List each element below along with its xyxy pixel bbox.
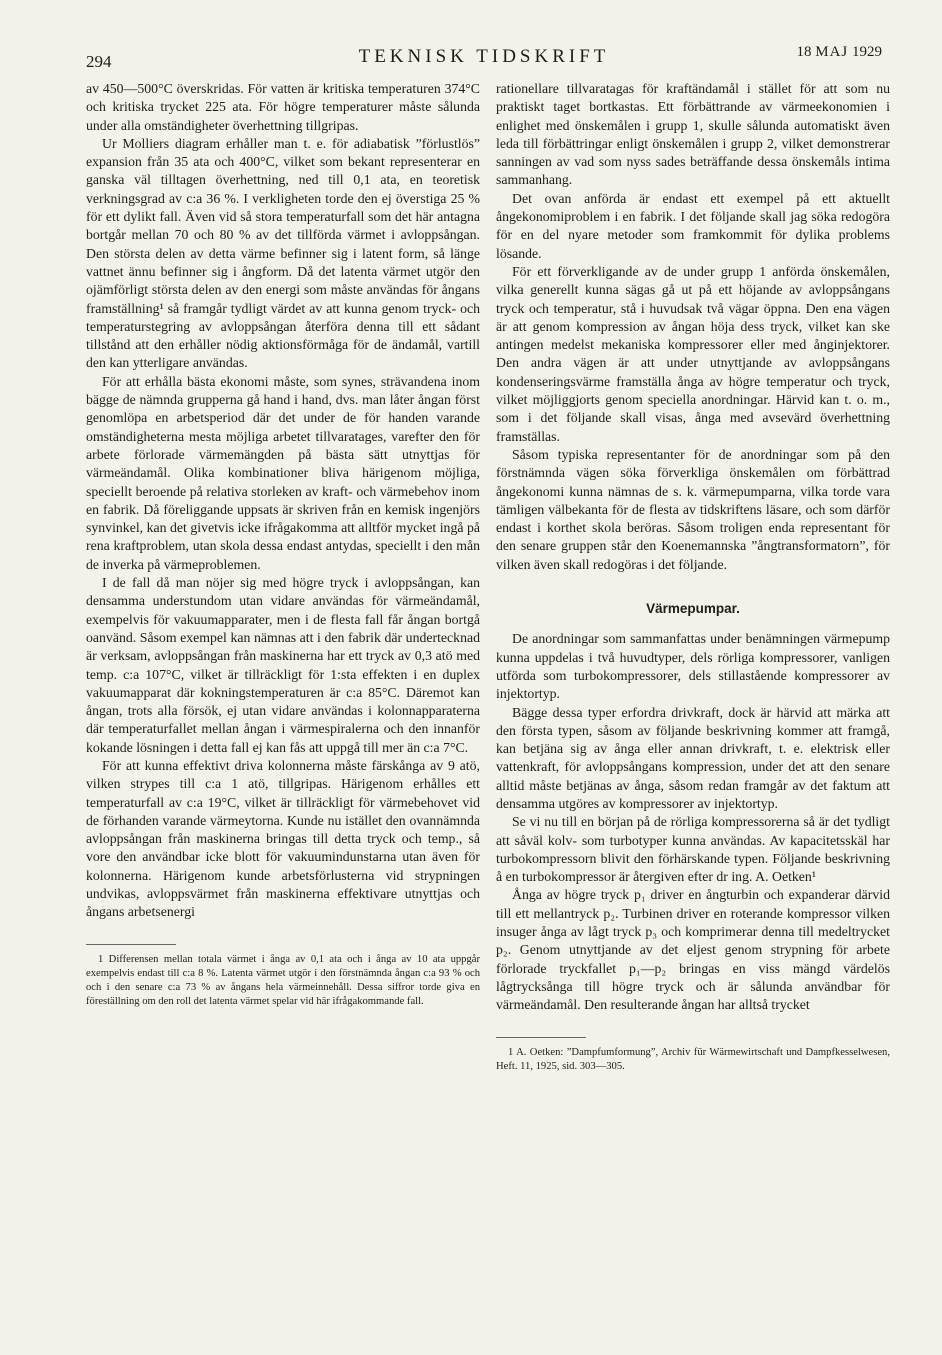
paragraph: För ett förverkligande av de under grupp 1 anförda önskemålen, vilka generellt kunna sägas gå ut på ett höjande av avloppsångans tryck och temperatur, stå i huvudsak två vägar öppna. Den ena vägen är att genom kompression av ångan höja dess tryck, vilket kan ske antingen medelst mekaniska kompressorer eller med ånginjektorer. Den andra vägen är att under utnyttjande av avloppsångans kondenseringsvärme framställa ånga av högre temperatur och tryck, vilket möjliggjorts genom speciella anordningar. Härvid kan t. o. m., som i det följande skall visas, ånga med avsevärd överhettning framställas. [496,263,890,444]
footnote: 1 A. Oetken: ”Dampfumformung”, Archiv für Wärmewirtschaft und Dampfkesselwesen, Heft. 11, 1925, sid. 303—305. [496,1046,890,1072]
paragraph: Ånga av högre tryck p₁ driver en ångturbin och expanderar därvid till ett mellantryck p₂. Turbinen driver en roterande kompressor vilken insuger ånga av lågt tryck p₃ och komprimerar denna till medeltrycket p₂. Genom utnyttjande av det eljest genom strypning för arbete förlorade tryckfallet p₁—p₂ bringas en viss mängd värdelös lågtrycksånga till högre tryck och är sålunda användbar för värmeändamål. Den resulterande ångan har alltså trycket [496,887,890,1013]
paragraph: Det ovan anförda är endast ett exempel på ett aktuellt ångekonomiproblem i en fabrik. I det följande skall jag söka redogöra för en del nyare metoder som framkommit för dylika problems lösande. [496,190,890,261]
paragraph: Bägge dessa typer erfordra drivkraft, dock är härvid att märka att den första typen, såsom av följande beskrivning kommer att framgå, kan betjäna sig av ånga eller annan drivkraft, t. e. elektrisk eller vattenkraft, för avloppsångans kompression, under det att den senare alltid måste betjänas av ånga, såsom redan framgår av det faktum att densamma utgöres av kompressorer av injektortyp. [496,704,890,811]
right-column [496,80,890,1074]
paragraph: De anordningar som sammanfattas under benämningen värmepump kunna uppdelas i två huvudtyper, dels rörliga kompressorer, vanligen utförda som turbokompressorer, dels stillastående kompressorer av injektortyp. [496,631,890,702]
paragraph: För att erhålla bästa ekonomi måste, som synes, strävandena inom bägge de nämnda grupperna gå hand i hand, dvs. man låter ångan först genomlöpa en arbetsperiod där det under de för handen varande omständigheterna mesta möjliga arbetet tillvaratages, varefter den för arbete förlorade värmemängden på bästa sätt utnyttjas för värmeändamål. Olika kombinationer bliva härigenom möjliga, speciellt beroende på relativa storleken av kraft- och värmebehov inom en fabrik. Då föreliggande uppsats är skriven från en kemisk ingenjörs synvinkel, kan det givetvis icke ifrågakomma att alltför mycket ingå på rena kraftproblem, utan skola dessa endast antydas, speciellt i den mån de inverka på värmeproblemen. [86,373,480,572]
issue-day: 18 [796,44,812,60]
journal-title: TEKNISK TIDSKRIFT [358,46,610,67]
paragraph: Se vi nu till en början på de rörliga kompressorerna så är det tydligt att såväl kolv- som turbotyper kunna användas. Av kapacitetsskäl har turbokompressorn blivit den förhärskande typen. Följande beskrivning å en turbokompressor är återgiven efter dr ing. A. Oetken¹ [496,814,890,885]
issue-month: MAJ [815,44,849,60]
footnote-divider [496,1037,586,1038]
paragraph: Ur Molliers diagram erhåller man t. e. för adiabatisk ”förlustlös” expansion från 35 ata och 400°C, vilket som bekant representerar en ganska väl tilltagen överhettning, ned till 0,1 ata, en teoretisk verkningsgrad av c:a 36 %. I verkligheten torde den ej överstiga 25 % för ett dylikt fall. Även vid så stora temperaturfall som det här antagna bortgår mellan 70 och 80 % av det tillförda värmet i avloppsångan. Den största delen av detta värme befinner sig i latent form, så länge vattnet ännu befinner sig i ångform. Då det latenta värmet utgör den ojämförligt största delen av den energi som måste användas för ångans framställning¹ så framgår tydligt värdet av att kunna genom tryck- och temperaturstegring av avloppsångan återföra denna till ett sådant tillstånd att den erhåller nödig aktionsförmåga för de ändamål, vartill den kan ytterligare användas. [86,135,480,371]
paragraph: För att kunna effektivt driva kolonnerna måste färskånga av 9 atö, vilken strypes till c:a 1 atö, tillgripas. Härigenom erhålles ett temperaturfall av c:a 19°C, vilket är tillräckligt för värmebehovet vid de förhanden varande värmeytorna. Kunde nu istället den ovannämnda avloppsångan från maskinerna bringas till detta tryck och temp., så vore den användbar icke blott för vakuumindunstarna utan även för kolonnerna. Härigenom kunde arbetsförlusterna vid strypningen undvikas, avloppsvärmet från maskinerna effektivare utnyttjas och ångans arbetsenergi [86,757,480,920]
paragraph: av 450—500°C överskridas. För vatten är kritiska temperaturen 374°C och kritiska trycket 225 ata. För högre temperaturer måste sålunda under alla omständigheter överhettning tillgripas. [86,81,480,133]
left-column [86,80,480,1009]
paragraph: Såsom typiska representanter för de anordningar som på den förstnämnda vägen söka förverkliga önskemålen om förbättrad ångekonomi kunna nämnas de s. k. värmepumparna, vilka torde vara tämligen välbekanta för de flesta av tidskriftens läsare, och som därför endast i korthet skola beröras. Såsom troligen enda representant för den senare gruppen står den Koenemannska ”ångtransformatorn”, för vilken även skall redogöras i det följande. [496,446,890,572]
footnote-divider [86,944,176,945]
page-header [86,40,882,76]
paragraph: rationellare tillvaratagas för kraftändamål i stället för att som nu praktiskt taget bortkastas. Ett förbättrande av värmeekonomien i enlighet med önskemålen i grupp 1, skulle sålunda automatiskt även leda till förbättringar enligt önskemålen i grupp 2, vilket demonstrerar sanningen av vad som nyss sades beträffande dessa önskemåls intima sammanhang. [496,81,890,188]
issue-year: 1929 [852,44,882,60]
paragraph: I de fall då man nöjer sig med högre tryck i avloppsångan, kan densamma understundom utan vidare användas för värmeändamål, exempelvis för vakuumapparater, men i de flesta fall får ångan bortgå oanvänd. Såsom exempel kan nämnas att i den fabrik där undertecknad är verksam, avloppsångan från maskinerna har ett tryck av 0,3 atö med temp. c:a 107°C, vilket är tillräckligt för 1:sta effekten i en duplex vakuumapparat där kokningstemperaturen är c:a 85°C. Däremot kan ångan, trots alla försök, ej utan vidare användas i kolonnapparaterna där temperaturfallet mellan ångan i värmespiralerna och den innanför kokande lösningen i detta fall ej kan fås att uppgå till mer än c:a 7°C. [86,575,480,755]
issue-date [796,44,882,61]
page-number: 294 [86,52,112,71]
section-heading: Värmepumpar. [646,601,740,617]
footnote: 1 Differensen mellan totala värmet i ånga av 0,1 ata och i ånga av 10 ata uppgår exempelvis endast till c:a 8 %. Latenta värmet utgör i den förstnämnda ångan c:a 93 % och och i den senare c:a 73 % av ångans hela värmeinnehåll. Dessa siffror torde giva en föreställning om den roll det latenta värmet spelar vid här ifrågakommande fall. [86,953,480,1007]
